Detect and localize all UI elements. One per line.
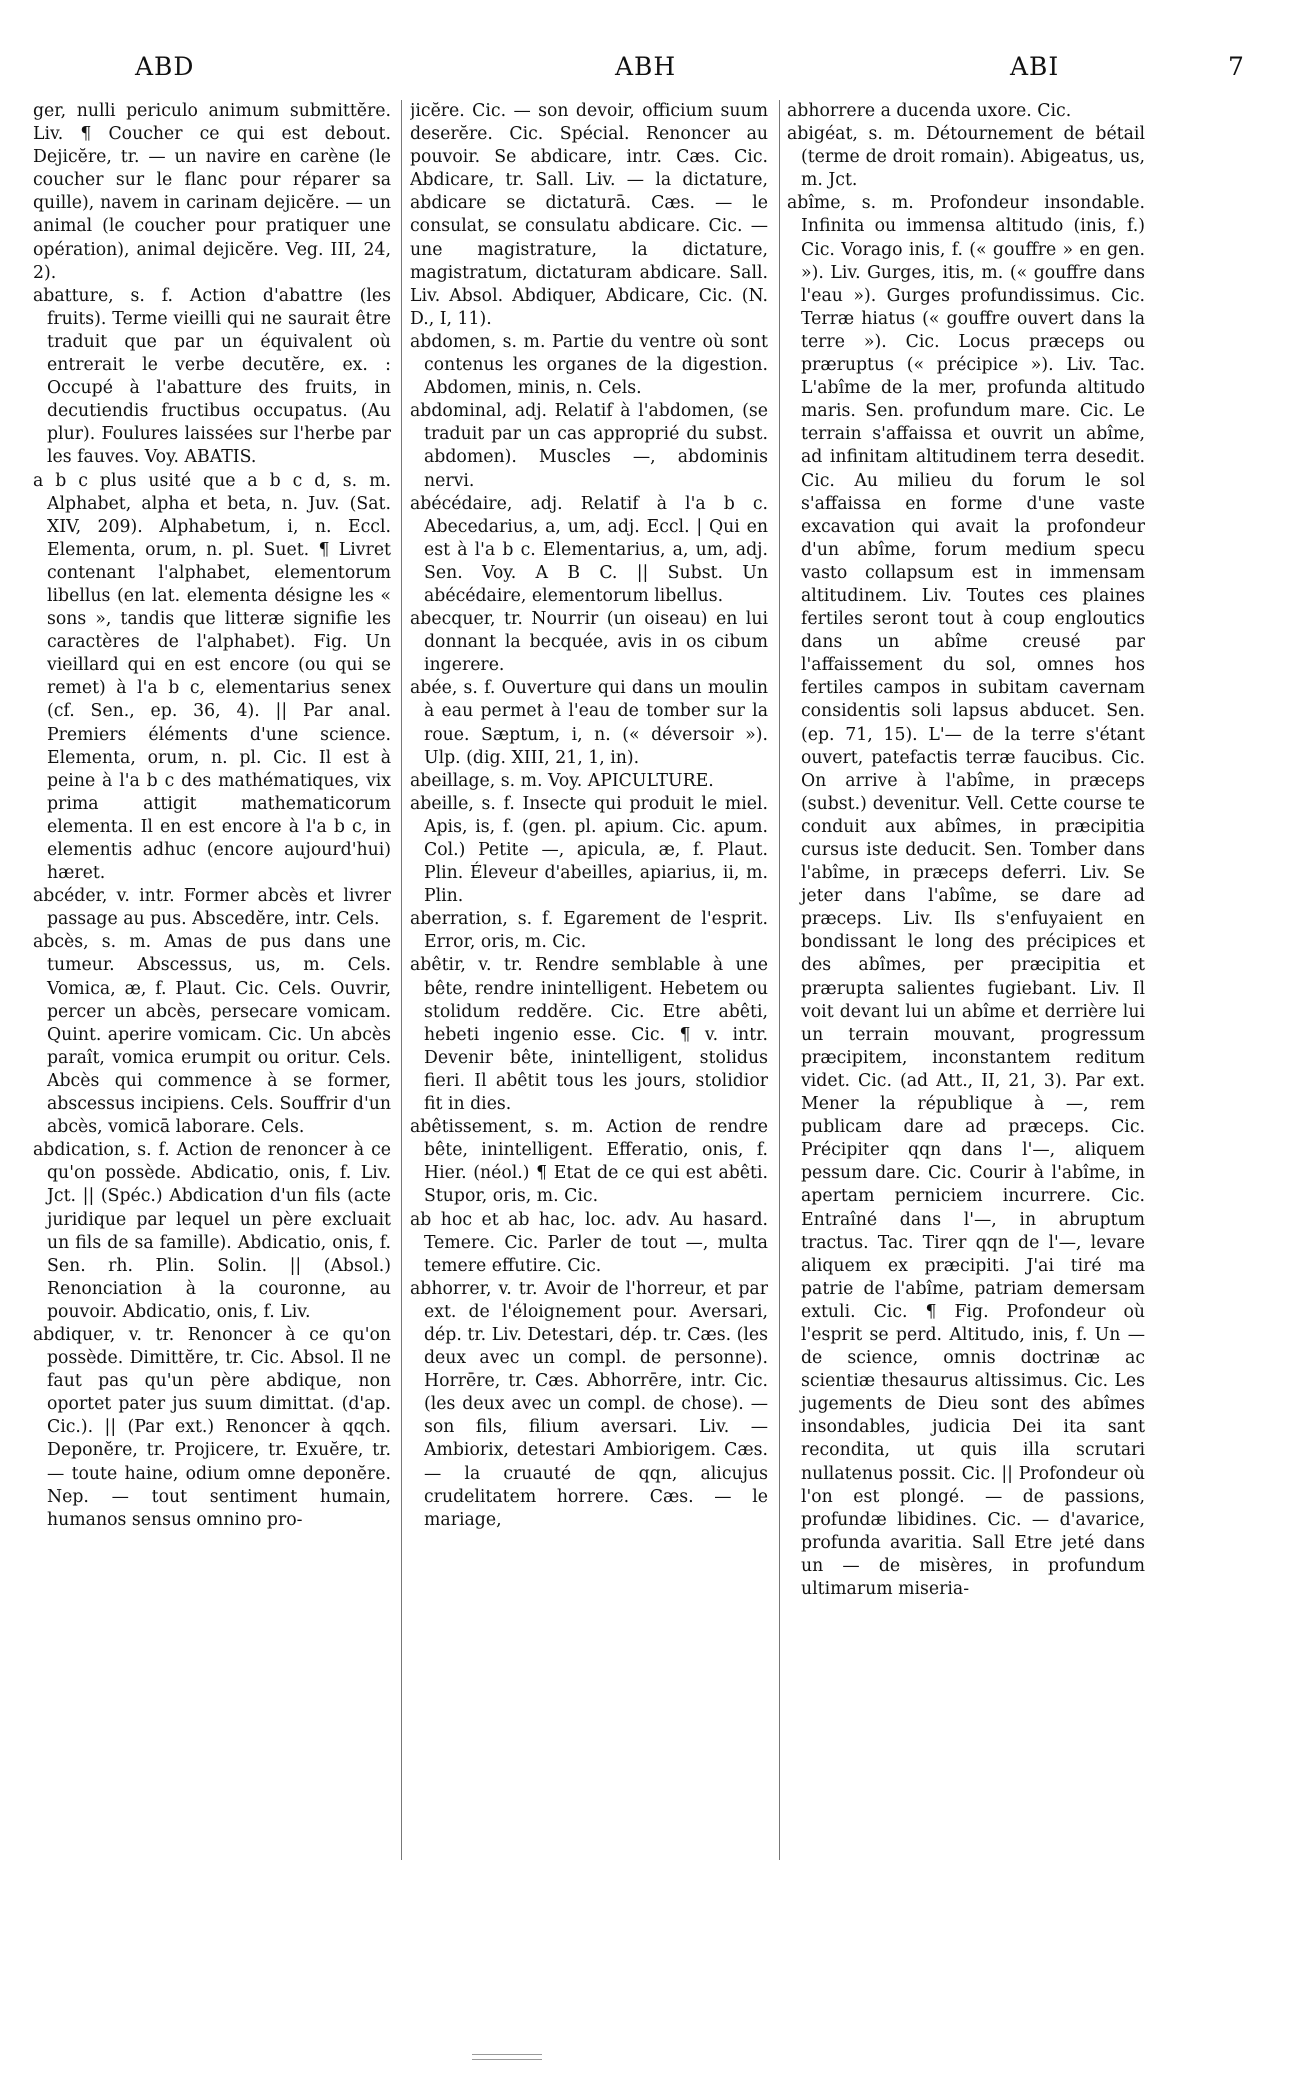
- left-guide-word: ABD: [135, 52, 195, 81]
- column-divider: [401, 100, 402, 1860]
- column-middle: [410, 100, 768, 1890]
- dictionary-entry: abdiquer, v. tr. Renoncer à ce qu'on possède. Dimittĕre, tr. Cic. Absol. Il ne faut pas qu'un père abdique, non oportet pater jus suum dimittat. (d'ap. Cic.). || (Par ext.) Renoncer à qqch. Deponĕre, tr. Projicere, tr. Exuĕre, tr. — toute haine, odium omne deponĕre. Nep. — tout sentiment humain, humanos sensus omnino pro-: [33, 1324, 391, 1530]
- dictionary-entry: abcès, s. m. Amas de pus dans une tumeur. Abscessus, us, m. Cels. Vomica, æ, f. Plaut. Cic. Cels. Ouvrir, percer un abcès, persecare vomicam. Quint. aperire vomicam. Cic. Un abcès paraît, vomica erumpit ou oritur. Cels. Abcès qui commence à se former, abscessus incipiens. Cels. Souffrir d'un abcès, vomicā laborare. Cels.: [33, 932, 391, 1138]
- dictionary-entry: abhorrer, v. tr. Avoir de l'horreur, et par ext. de l'éloignement pour. Aversari, dép. tr. Liv. Detestari, dép. tr. Cæs. (les deux avec un compl. de personne). Horrēre, tr. Cæs. Abhorrēre, intr. Cic. (les deux avec un compl. de chose). — son fils, filium aversari. Liv. — Ambiorix, detestari Ambiorigem. Cæs. — la cruauté de qqn, alicujus crudelitatem horrere. Cæs. — le mariage,: [410, 1278, 768, 1530]
- dictionary-entry: abdication, s. f. Action de renoncer à ce qu'on possède. Abdicatio, onis, f. Liv. Jct. || (Spéc.) Abdication d'un fils (acte juridique par lequel un père excluait un fils de sa famille). Abdicatio, onis, f. Sen. rh. Plin. Solin. || (Absol.) Renonciation à la couronne, au pouvoir. Abdicatio, onis, f. Liv.: [33, 1140, 391, 1322]
- dictionary-entry: abdominal, adj. Relatif à l'abdomen, (se traduit par un cas approprié du subst. abdomen). Muscles —, abdominis nervi.: [410, 401, 768, 491]
- column-right: [787, 100, 1145, 1890]
- footer-rule: [472, 2054, 542, 2060]
- dictionary-entry: abdomen, s. m. Partie du ventre où sont contenus les organes de la digestion. Abdomen, minis, n. Cels.: [410, 331, 768, 399]
- dictionary-entry: abîme, s. m. Profondeur insondable. Infinita ou immensa altitudo (inis, f.) Cic. Vorago inis, f. (« gouffre » en gen. »). Liv. Gurges, itis, m. (« gouffre dans l'eau »). Gurges profundissimus. Cic. Terræ hiatus (« gouffre ouvert dans la terre »). Cic. Locus præceps ou præruptus (« précipice »). Liv. Tac. L'abîme de la mer, profunda altitudo maris. Sen. profundum mare. Cic. Le terrain s'affaissa et ouvrit un abîme, ad infinitam altitudinem terra desedit. Cic. Au milieu du forum le sol s'affaissa en forme d'une vaste excavation qui avait la profondeur d'un abîme, forum medium specu vasto collapsum est in immensam altitudinem. Liv. Toutes ces plaines fertiles seront tout à coup engloutics dans un abîme creusé par l'affaissement du sol, omnes hos fertiles campos in subitam cavernam considentis soli lapsus abducet. Sen. (ep. 71, 15). L'— de la terre s'étant ouvert, patefactis terræ faucibus. Cic. On arrive à l'abîme, in præceps (subst.) devenitur. Vell. Cette course te conduit aux abîmes, in præcipitia cursus iste deducit. Sen. Tomber dans l'abîme, in præceps deferri. Liv. Se jeter dans l'abîme, se dare ad præceps. Liv. Ils s'enfuyaient en bondissant le long des précipices et des abîmes, per præcipitia et prærupta salientes fugiebant. Liv. Il voit devant lui un abîme et derrière lui un terrain mouvant, progressum præcipitem, inconstantem reditum videt. Cic. (ad Att., II, 21, 3). Par ext. Mener la république à —, rem publicam dare ad præceps. Cic. Précipiter qqn dans l'—, aliquem pessum dare. Cic. Courir à l'abîme, in apertam perniciem incurrere. Cic. Entraîné dans l'—, in abruptum tractus. Tac. Tirer qqn de l'—, levare aliquem ex præcipiti. J'ai tiré ma patrie de l'abîme, patriam demersam extuli. Cic. ¶ Fig. Profondeur où l'esprit se perd. Altitudo, inis, f. Un — de science, omnis doctrinæ ac scientiæ thesaurus altissimus. Cic. Les jugements de Dieu sont des abîmes insondables, judicia Dei ita sant recondita, ut quis illa scrutari nullatenus possit. Cic. || Profondeur où l'on est plongé. — de passions, profundæ libidines. Cic. — d'avarice, profunda avaritia. Sall Etre jeté dans un — de misères, in profundum ultimarum miseria-: [787, 193, 1145, 1599]
- dictionary-entry: aberration, s. f. Egarement de l'esprit. Error, oris, m. Cic.: [410, 909, 768, 953]
- dictionary-entry: a b c plus usité que a b c d, s. m. Alphabet, alpha et beta, n. Juv. (Sat. XIV, 209). Alphabetum, i, n. Eccl. Elementa, orum, n. pl. Suet. ¶ Livret contenant l'alphabet, elementorum libellus (en lat. elementa désigne les « sons », tandis que litteræ signifie les caractères de l'alphabet). Fig. Un vieillard qui en est encore (ou qui se remet) à l'a b c, elementarius senex (cf. Sen., ep. 36, 4). || Par anal. Premiers éléments d'une science. Elementa, orum, n. pl. Cic. Il est à peine à l'a b c des mathématiques, vix prima attigit mathematicorum elementa. Il en est encore à l'a b c, in elementis adhuc (encore aujourd'hui) hæret.: [33, 470, 391, 884]
- dictionary-entry: abhorrere a ducenda uxore. Cic.: [787, 101, 1072, 121]
- right-guide-word: ABI: [1010, 52, 1060, 81]
- page-number: 7: [1228, 52, 1245, 81]
- dictionary-entry: ab hoc et ab hac, loc. adv. Au hasard. Temere. Cic. Parler de tout —, multa temere effutire. Cic.: [410, 1209, 768, 1276]
- dictionary-entry: jicĕre. Cic. — son devoir, officium suum deserĕre. Cic. Spécial. Renoncer au pouvoir. Se abdicare, intr. Cæs. Cic. Abdicare, tr. Sall. Liv. — la dictature, abdicare se dictaturā. Cæs. — le consulat, se consulatu abdicare. Cic. — une magistrature, la dictature, magistratum, dictaturam abdicare. Sall. Liv. Absol. Abdiquer, Abdicare, Cic. (N. D., I, 11).: [410, 101, 768, 329]
- running-header: [0, 52, 1300, 92]
- dictionary-entry: abeillage, s. m. Voy. APICULTURE.: [410, 770, 714, 791]
- dictionary-entry: abêtissement, s. m. Action de rendre bête, inintelligent. Efferatio, onis, f. Hier. (néol.) ¶ Etat de ce qui est abêti. Stupor, oris, m. Cic.: [410, 1117, 768, 1207]
- dictionary-entry: abécédaire, adj. Relatif à l'a b c. Abecedarius, a, um, adj. Eccl. | Qui en est à l'a b c. Elementarius, a, um, adj. Sen. Voy. A B C. || Subst. Un abécédaire, elementorum libellus.: [410, 493, 768, 606]
- dictionary-entry: abeille, s. f. Insecte qui produit le miel. Apis, is, f. (gen. pl. apium. Cic. apum. Col.) Petite —, apicula, æ, f. Plaut. Plin. Éleveur d'abeilles, apiarius, ii, m. Plin.: [410, 793, 768, 907]
- dictionary-entry: abecquer, tr. Nourrir (un oiseau) en lui donnant la becquée, avis in os cibum ingerere.: [410, 609, 768, 676]
- dictionary-entry: ger, nulli periculo animum submittĕre. Liv. ¶ Coucher ce qui est debout. Dejicĕre, tr. — un navire en carène (le coucher sur le flanc pour réparer sa quille), navem in carinam dejicĕre. — un animal (le coucher pour pratiquer une opération), animal dejicĕre. Veg. III, 24, 2).: [33, 101, 391, 283]
- dictionary-entry: abée, s. f. Ouverture qui dans un moulin à eau permet à l'eau de tomber sur la roue. Sæptum, i, n. (« déversoir »). Ulp. (dig. XIII, 21, 1, in).: [410, 678, 768, 768]
- dictionary-entry: abêtir, v. tr. Rendre semblable à une bête, rendre inintelligent. Hebetem ou stolidum reddĕre. Cic. Etre abêti, hebeti ingenio esse. Cic. ¶ v. intr. Devenir bête, inintelligent, stolidus fieri. Il abêtit tous les jours, stolidior fit in dies.: [410, 955, 768, 1115]
- column-divider: [779, 100, 780, 1860]
- dictionary-entry: abigéat, s. m. Détournement de bétail (terme de droit romain). Abigeatus, us, m. Jct.: [787, 124, 1145, 191]
- center-guide-word: ABH: [615, 52, 677, 81]
- dictionary-entry: abatture, s. f. Action d'abattre (les fruits). Terme vieilli qui ne saurait être traduit que par un équivalent où entrerait le verbe decutĕre, ex. : Occupé à l'abatture des fruits, in decutiendis fructibus occupatus. (Au plur). Foulures laissées sur l'herbe par les fauves. Voy. ABATIS.: [33, 285, 391, 468]
- dictionary-entry: abcéder, v. intr. Former abcès et livrer passage au pus. Abscedĕre, intr. Cels.: [33, 886, 391, 930]
- column-left: [33, 100, 391, 1890]
